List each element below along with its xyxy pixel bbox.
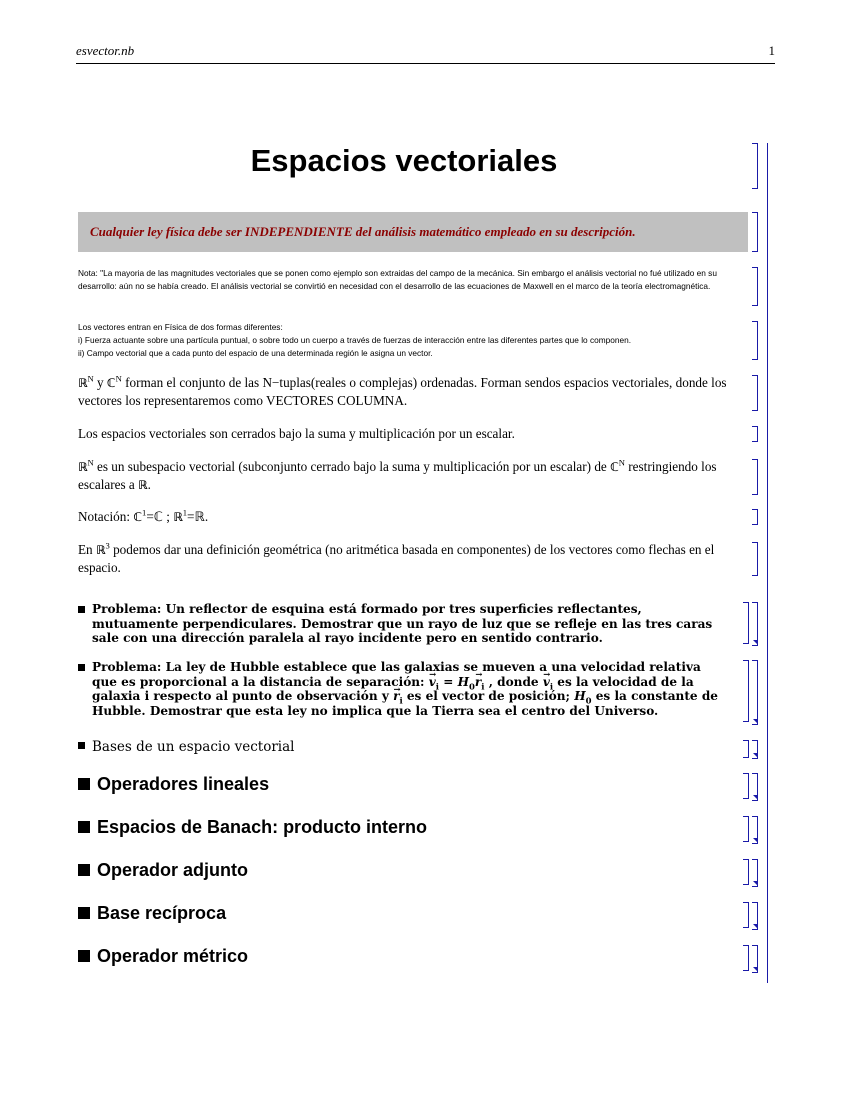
subsection-label: Bases de un espacio vectorial [92, 739, 295, 755]
section-label: Operador métrico [97, 946, 249, 966]
problema-label: Problema: [92, 660, 162, 674]
text-part: es un subespacio vectorial (subconjunto cerrado bajo la suma y multiplicación por un escalar) de [93, 459, 611, 474]
sub-0: 0 [469, 680, 475, 691]
hubble-h: H [457, 674, 469, 689]
cell-bracket-banach-inner[interactable] [743, 816, 749, 842]
vectores-item-1: i) Fuerza actuante sobre una partícula puntual, o sobre todo un cuerpo a través de fuerzas de interacción entre las diferentes partes que lo componen. [78, 335, 632, 345]
section-label: Operador adjunto [97, 860, 249, 880]
text-body: podemos dar una definición geométrica (no aritmética basada en componentes) de los vectores como flechas en el espacio. [78, 542, 715, 575]
real-symbol: ℝ [95, 543, 106, 557]
real-symbol: ℝ [78, 460, 88, 474]
cell-bracket-problema2[interactable] [752, 660, 758, 725]
cell-bracket-reciproca-inner[interactable] [743, 902, 749, 928]
cell-bracket-metrico-inner[interactable] [743, 945, 749, 971]
notebook-filename: esvector.nb [76, 43, 135, 58]
vector-v: → v [543, 675, 550, 690]
complex-symbol: ℂ [610, 460, 619, 474]
section-label: Espacios de Banach: producto interno [97, 817, 428, 837]
text-cell-subespacio [78, 458, 748, 494]
text-cell-geometrica [78, 541, 748, 576]
eq-sign: = [439, 674, 458, 689]
cell-bracket-subespacio[interactable] [752, 459, 758, 495]
text-end: . [147, 477, 151, 492]
sub-i: i [481, 680, 485, 691]
bullet-square-icon [78, 606, 85, 613]
cell-bracket-notacion[interactable] [752, 509, 758, 525]
text-body: forman el conjunto de las N−tuplas(reales o complejas) ordenadas. Forman sendos espacios vectoriales, donde los vectores los representaremos como VECTORES COLUMNA. [78, 375, 727, 408]
cell-bracket-tuplas[interactable] [752, 375, 758, 411]
problema-text: La ley de Hubble establece que las galaxias se mueven a una velocidad relativa que es proporcional a la distancia de separación: [92, 660, 701, 689]
section-label: Operadores lineales [97, 774, 270, 794]
sub-i: i [435, 680, 439, 691]
section-operadores-lineales[interactable] [78, 774, 269, 795]
collapse-arrow-icon [753, 967, 758, 972]
section-operador-adjunto[interactable] [78, 860, 248, 881]
section-espacios-banach[interactable] [78, 817, 427, 838]
cell-bracket-vectores[interactable] [752, 321, 758, 360]
page-title: Espacios vectoriales [250, 143, 558, 178]
problema-label: Problema: [92, 602, 162, 616]
problema-reflector [78, 602, 728, 646]
text-cell-cerrados: Los espacios vectoriales son cerrados bajo la suma y multiplicación por un escalar. [78, 426, 515, 441]
bullet-square-icon [78, 664, 85, 671]
sup-1: 1 [142, 507, 147, 518]
hubble-h: H [574, 689, 586, 703]
cell-bracket-problema1-inner[interactable] [743, 602, 749, 644]
problema-text: es la velocidad de la galaxia i respecto al punto de observación y [92, 674, 694, 703]
cell-bracket-bases-inner[interactable] [743, 740, 749, 758]
bullet-square-icon [78, 778, 90, 790]
highlight-cell [78, 212, 748, 252]
vectores-intro: Los vectores entran en Física de dos formas diferentes: [78, 322, 283, 332]
notacion-eq: =ℝ. [187, 509, 209, 524]
vector-r: → r [475, 675, 481, 690]
text-y: y [93, 375, 107, 390]
vector-r: → r [393, 689, 399, 704]
real-symbol: ℝ [138, 478, 148, 492]
sub-i: i [399, 695, 403, 706]
text-start: En [78, 542, 96, 557]
subsection-bases[interactable] [78, 739, 294, 755]
sup-n: N [618, 457, 625, 468]
vectores-cell [78, 321, 748, 360]
page-header [76, 41, 775, 64]
collapse-arrow-icon [753, 838, 758, 843]
cell-bracket-title[interactable] [752, 143, 758, 189]
section-label: Base recíproca [97, 903, 227, 923]
problema-text: Un reflector de esquina está formado por tres superficies reflectantes, mutuamente perpendiculares. Demostrar que un rayo de luz que se refleje en las tres caras sale con una dirección paralela al rayo incidente pero en sentido contrario. [92, 602, 713, 645]
bullet-square-icon [78, 742, 85, 749]
bullet-square-icon [78, 864, 90, 876]
cell-bracket-highlight[interactable] [752, 212, 758, 252]
collapse-arrow-icon [753, 719, 758, 724]
section-operador-metrico[interactable] [78, 946, 248, 967]
collapse-arrow-icon [753, 753, 758, 758]
collapse-arrow-icon [753, 881, 758, 886]
text-cell-notacion [78, 508, 748, 526]
cell-bracket-problema2-inner[interactable] [743, 660, 749, 722]
sub-0: 0 [585, 695, 592, 706]
collapse-arrow-icon [753, 924, 758, 929]
problema-hubble [78, 660, 728, 718]
vectores-item-2: ii) Campo vectorial que a cada punto del espacio de una determinada región le asigna un vector. [78, 348, 433, 358]
sup-3: 3 [105, 540, 110, 551]
bullet-square-icon [78, 821, 90, 833]
cell-bracket-geometrica[interactable] [752, 542, 758, 576]
notacion-eq: =ℂ ; [146, 509, 174, 524]
problema-text: es la constante de Hubble. Demostrar que esta ley no implica que la Tierra sea el centro del Universo. [92, 689, 718, 718]
vector-v: → v [429, 675, 436, 690]
text-part: restringiendo los escalares a [78, 459, 717, 492]
text-cell-tuplas [78, 374, 748, 409]
sub-i: i [549, 680, 554, 691]
bullet-square-icon [78, 907, 90, 919]
cell-bracket-adjunto-inner[interactable] [743, 859, 749, 885]
sup-n: N [87, 373, 94, 384]
real-symbol: ℝ [173, 510, 183, 524]
highlight-text: Cualquier ley física debe ser INDEPENDIENTE del análisis matemático empleado en su descripción. [90, 224, 636, 239]
notacion-label: Notación: [78, 509, 134, 524]
bullet-square-icon [78, 950, 90, 962]
nota-cell: Nota: "La mayoria de las magnitudes vectoriales que se ponen como ejemplo son extraidas del campo de la mecánica. Sin embargo el análisis vectorial no fué utilizado en su desarrollo: aún no se había creado. El análisis vectorial se convirtió en necesidad con el desarrollo de las ecuaciones de Maxwell en el marco de la teoría electromagnética. [78, 268, 717, 291]
sup-1: 1 [182, 507, 188, 518]
complex-symbol: ℂ [133, 510, 143, 524]
page-number: 1 [768, 43, 775, 58]
collapse-arrow-icon [753, 795, 758, 800]
sup-n: N [115, 373, 122, 384]
problema-text: , donde [484, 674, 543, 689]
problema-text: es el vector de posición; [402, 689, 575, 703]
section-base-reciproca[interactable] [78, 903, 226, 924]
collapse-arrow-icon [753, 640, 758, 645]
cell-bracket-operadores-inner[interactable] [743, 773, 749, 799]
sup-n: N [87, 457, 94, 468]
complex-symbol: ℂ [106, 376, 116, 390]
cell-bracket-cerrados[interactable] [752, 426, 758, 442]
cell-bracket-nota[interactable] [752, 267, 758, 306]
real-symbol: ℝ [78, 376, 88, 390]
notebook-cell-bracket[interactable] [767, 143, 768, 983]
